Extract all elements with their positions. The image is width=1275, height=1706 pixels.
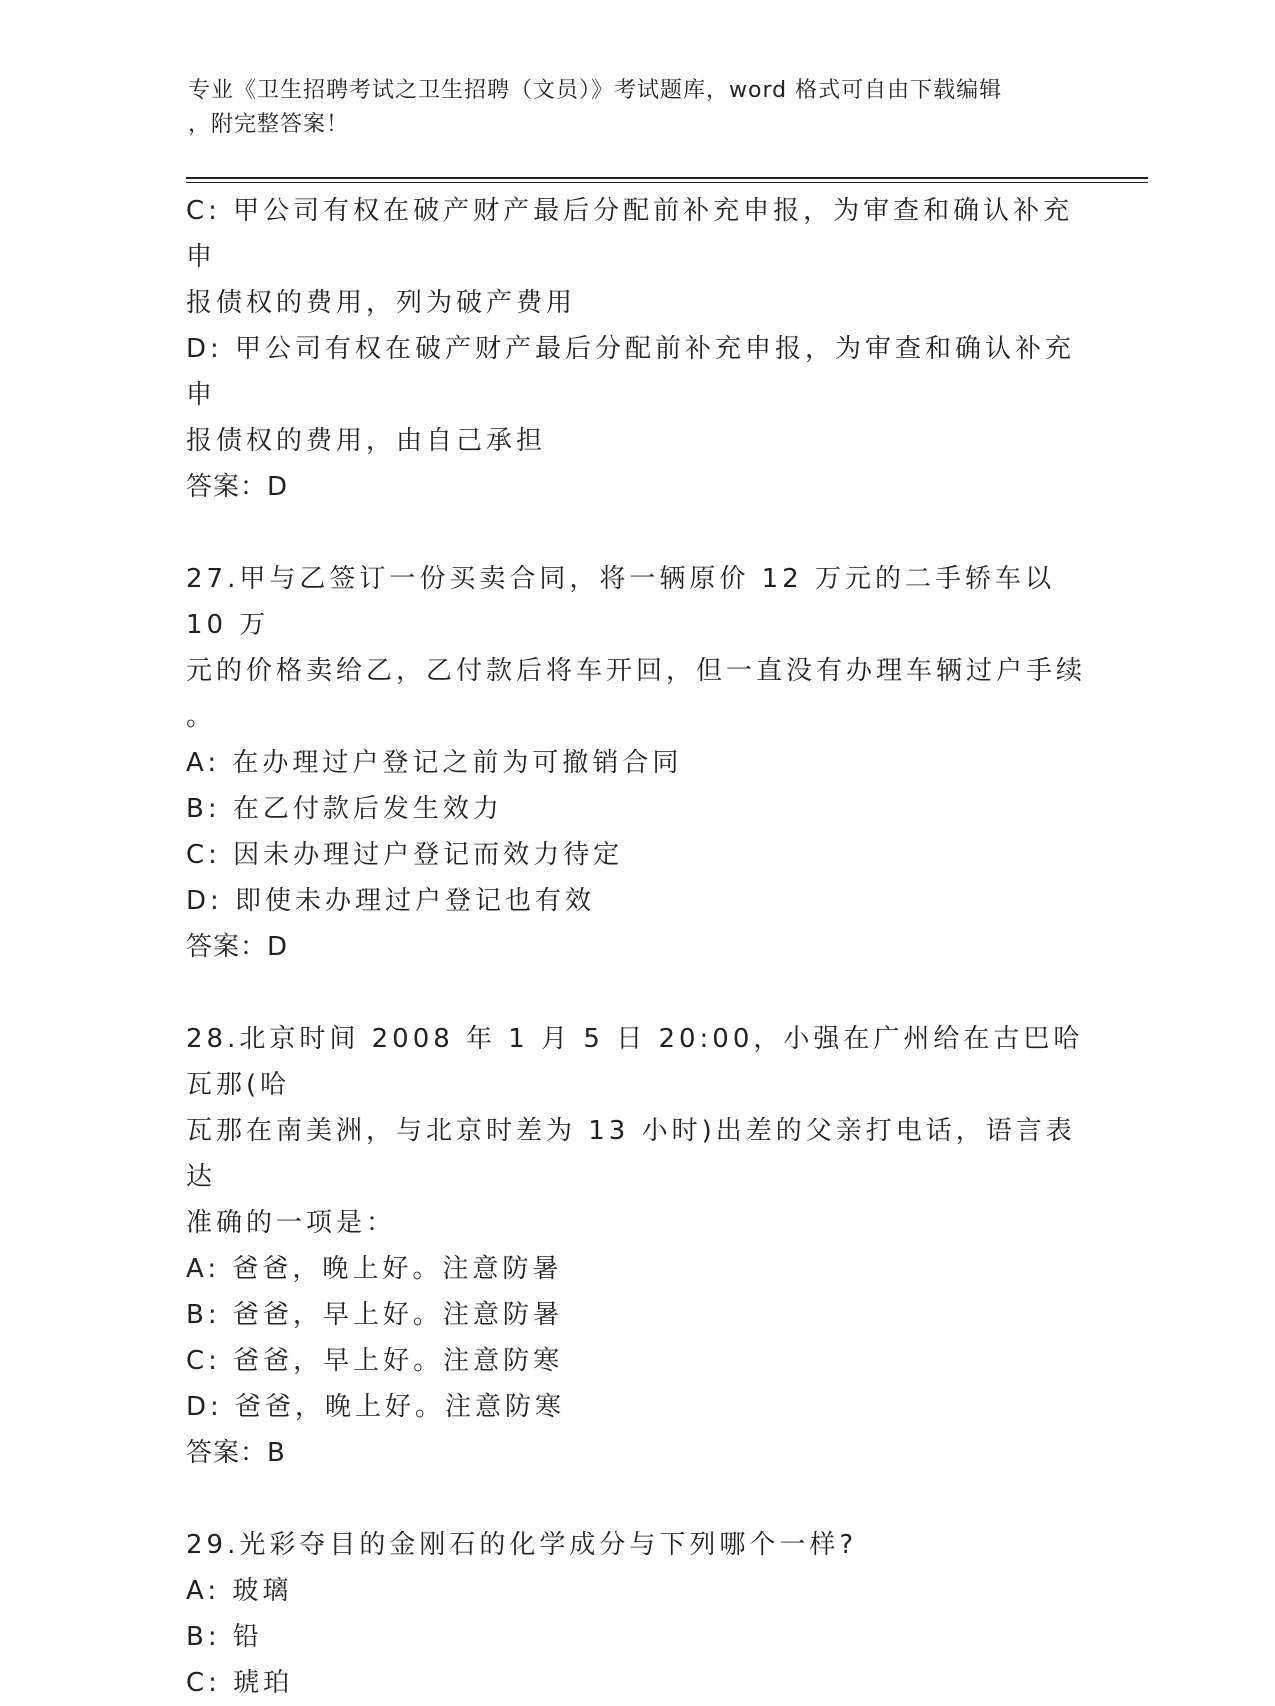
answer-line: 答案：B <box>186 1438 286 1468</box>
question-stem-line-3: 。 <box>186 702 217 732</box>
question-28-block <box>186 1016 1086 1476</box>
option-d: D: 爸爸，晚上好。注意防寒 <box>186 1392 566 1422</box>
header-title-line-2: ，附完整答案！ <box>188 112 350 137</box>
option-a: A: 爸爸，晚上好。注意防暑 <box>186 1254 563 1284</box>
spacer <box>186 510 1086 556</box>
option-b: B: 爸爸，早上好。注意防暑 <box>186 1300 563 1330</box>
option-b: B: 在乙付款后发生效力 <box>186 794 503 824</box>
option-c-line-2: 报债权的费用，列为破产费用 <box>186 288 577 318</box>
option-a: A: 玻璃 <box>186 1576 293 1606</box>
page-header <box>188 74 1068 142</box>
previous-question-block <box>186 188 1086 510</box>
option-c: C: 琥珀 <box>186 1668 294 1698</box>
header-divider-thin <box>186 182 1148 183</box>
question-stem-line-1: 28.北京时间 2008 年 1 月 5 日 20:00，小强在广州给在古巴哈瓦那(哈 <box>186 1024 1084 1100</box>
option-c: C: 因未办理过户登记而效力待定 <box>186 840 624 870</box>
question-stem-line-2: 元的价格卖给乙，乙付款后将车开回，但一直没有办理车辆过户手续 <box>186 656 1087 686</box>
option-c: C: 爸爸，早上好。注意防寒 <box>186 1346 564 1376</box>
option-c-line-1: C: 甲公司有权在破产财产最后分配前补充申报，为审查和确认补充申 <box>186 196 1074 272</box>
question-content <box>186 188 1086 1706</box>
option-d-line-2: 报债权的费用，由自己承担 <box>186 426 547 456</box>
question-29-block <box>186 1522 1086 1706</box>
question-stem-line-2: 瓦那在南美洲，与北京时差为 13 小时)出差的父亲打电话，语言表达 <box>186 1116 1076 1192</box>
option-d-line-1: D: 甲公司有权在破产财产最后分配前补充申报，为审查和确认补充申 <box>186 334 1076 410</box>
question-stem-line-3: 准确的一项是： <box>186 1208 397 1238</box>
header-divider-thick <box>186 177 1148 179</box>
answer-line: 答案：D <box>186 472 289 502</box>
option-a: A: 在办理过户登记之前为可撤销合同 <box>186 748 683 778</box>
spacer <box>186 1476 1086 1522</box>
spacer <box>186 970 1086 1016</box>
option-d: D: 即使未办理过户登记也有效 <box>186 886 596 916</box>
question-stem-line-1: 27.甲与乙签订一份买卖合同，将一辆原价 12 万元的二手轿车以 10 万 <box>186 564 1068 640</box>
answer-line: 答案：D <box>186 932 289 962</box>
header-title-line-1: 专业《卫生招聘考试之卫生招聘（文员）》考试题库，word 格式可自由下载编辑 <box>188 78 1003 103</box>
option-b: B: 铅 <box>186 1622 263 1652</box>
question-27-block <box>186 556 1086 970</box>
question-stem-line-1: 29.光彩夺目的金刚石的化学成分与下列哪个一样? <box>186 1530 858 1560</box>
